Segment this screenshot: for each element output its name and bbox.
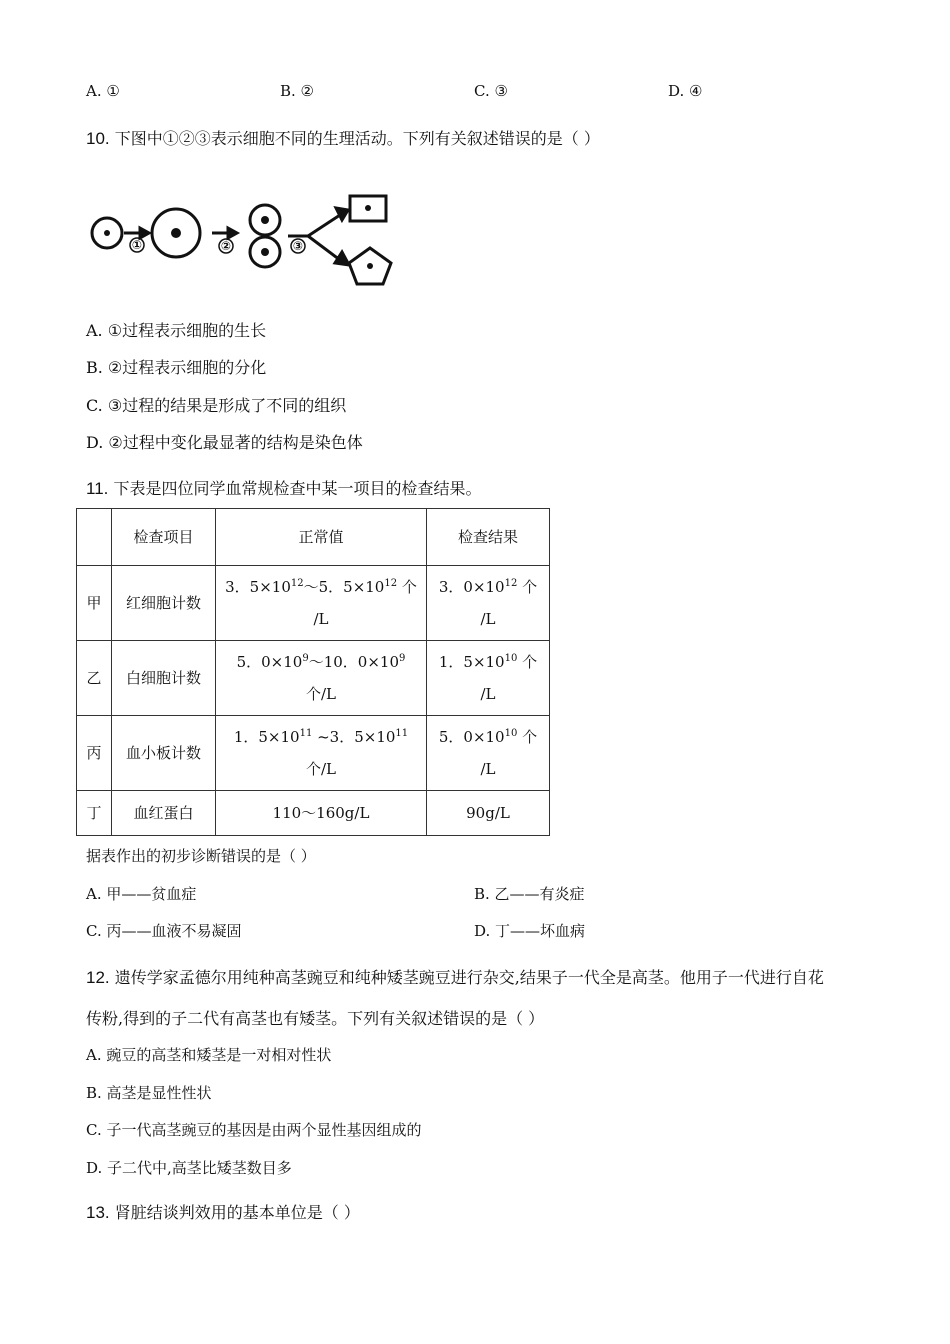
- q13-stem-text: 肾脏结谈判效用的基本单位是（ ）: [114, 1203, 360, 1222]
- row-result: 5．$0\times 10^{10}$ 个 /L: [427, 716, 550, 791]
- q11-option-c: C. 丙——血液不易凝固: [86, 922, 242, 940]
- label-3: ③: [292, 239, 304, 253]
- q11-stem: [86, 476, 481, 499]
- row-result: 3．$0\times 10^{12}$ 个 /L: [427, 566, 550, 641]
- q9-option-c: C. ③: [474, 82, 508, 100]
- header-normal: 正常值: [216, 509, 427, 566]
- table-row: [77, 716, 550, 791]
- q12-option-b: B. 高茎是显性性状: [86, 1084, 212, 1102]
- q11-option-d: D. 丁——坏血病: [474, 922, 586, 940]
- row-student: 乙: [77, 641, 112, 716]
- q9-option-d: D. ④: [668, 82, 703, 100]
- q12-stem-line1: [86, 965, 824, 988]
- arrow-3-down: [308, 236, 340, 260]
- row-normal: 3．$5\times 10^{12}\sim 5$．$5\times 10^{12}$ 个 /L: [216, 566, 427, 641]
- row-normal: 1．$5\times 10^{11}$ ~3．$5\times 10^{11}$ 个/L: [216, 716, 427, 791]
- q13-stem: [86, 1200, 360, 1223]
- q10-option-b: B. ②过程表示细胞的分化: [86, 358, 267, 377]
- row-student: 丁: [77, 791, 112, 836]
- table-row: [77, 791, 550, 836]
- arrow-3-up: [308, 215, 340, 236]
- q12-number: 12.: [86, 968, 110, 987]
- q9-option-a: A. ①: [86, 82, 120, 100]
- q12-option-c: C. 子一代高茎豌豆的基因是由两个显性基因组成的: [86, 1121, 422, 1139]
- cell-process-diagram: [86, 170, 406, 300]
- q11-option-a: A. 甲——贫血症: [86, 885, 197, 903]
- table-header-row: [77, 509, 550, 566]
- label-1: ①: [131, 238, 143, 252]
- q13-number: 13.: [86, 1203, 110, 1222]
- row-normal: 5．$0\times 10^9\sim 10$．$0\times 10^9$ 个/L: [216, 641, 427, 716]
- q10-option-c: C. ③过程的结果是形成了不同的组织: [86, 396, 347, 415]
- row-normal: 110～160g/L: [216, 791, 427, 836]
- row-result: 1．$5\times 10^{10}$ 个 /L: [427, 641, 550, 716]
- header-item: 检查项目: [112, 509, 216, 566]
- q11-followup: 据表作出的初步诊断错误的是（ ）: [86, 847, 316, 865]
- row-item: 白细胞计数: [112, 641, 216, 716]
- q10-stem: [86, 126, 600, 149]
- label-2: ②: [220, 239, 232, 253]
- q10-number: 10.: [86, 129, 110, 148]
- q12-stem-line2: 传粉,得到的子二代有高茎也有矮茎。下列有关叙述错误的是（ ）: [86, 1009, 545, 1028]
- q11-stem-text: 下表是四位同学血常规检查中某一项目的检查结果。: [113, 479, 482, 498]
- table-row: [77, 641, 550, 716]
- q9-option-b: B. ②: [280, 82, 315, 100]
- row-item: 血红蛋白: [112, 791, 216, 836]
- row-item: 红细胞计数: [112, 566, 216, 641]
- q11-number: 11.: [86, 479, 109, 498]
- q10-option-d: D. ②过程中变化最显著的结构是染色体: [86, 433, 363, 452]
- row-student: 甲: [77, 566, 112, 641]
- q12-stem-text: 遗传学家孟德尔用纯种高茎豌豆和纯种矮茎豌豆进行杂交,结果子一代全是高茎。他用子一代进行自花: [114, 968, 824, 987]
- blood-test-table: [76, 508, 550, 836]
- q12-option-d: D. 子二代中,高茎比矮茎数目多: [86, 1159, 292, 1177]
- row-item: 血小板计数: [112, 716, 216, 791]
- table-row: [77, 566, 550, 641]
- header-blank: [77, 509, 112, 566]
- q10-stem-text: 下图中①②③表示细胞不同的生理活动。下列有关叙述错误的是（ ）: [114, 129, 600, 148]
- row-result: 90g/L: [427, 791, 550, 836]
- row-student: 丙: [77, 716, 112, 791]
- q11-option-b: B. 乙——有炎症: [474, 885, 585, 903]
- q12-option-a: A. 豌豆的高茎和矮茎是一对相对性状: [86, 1046, 332, 1064]
- header-result: 检查结果: [427, 509, 550, 566]
- q10-option-a: A. ①过程表示细胞的生长: [86, 321, 267, 340]
